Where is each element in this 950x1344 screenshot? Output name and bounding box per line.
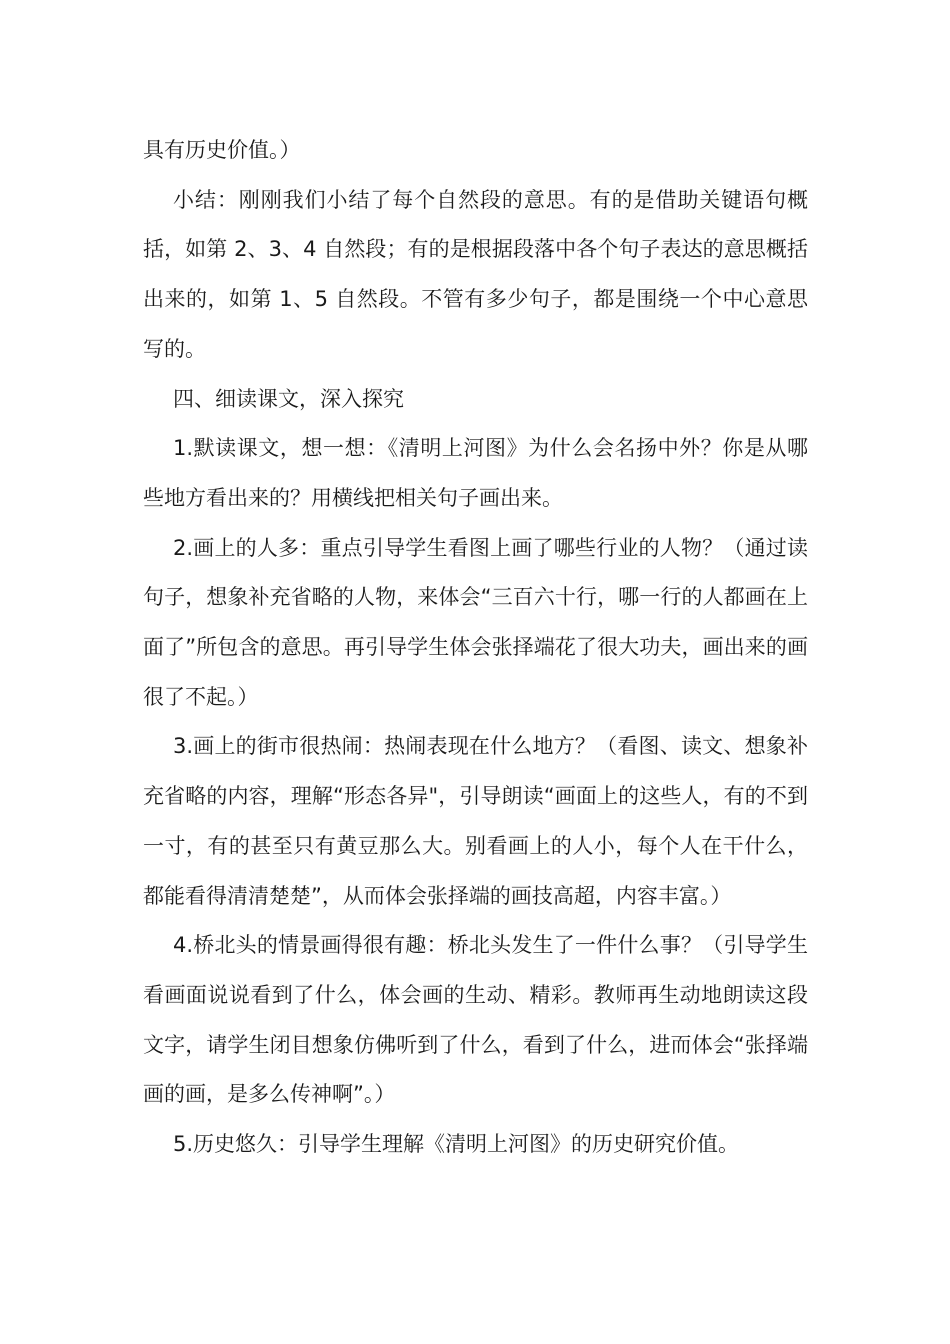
paragraph-item-5: 5.历史悠久：引导学生理解《清明上河图》的历史研究价值。	[173, 1132, 740, 1157]
document-page	[143, 126, 808, 1170]
paragraph-item-2: 2.画上的人多：重点引导学生看图上画了哪些行业的人物？（通过读句子，想象补充省略的人物，来体会“三百六十行，哪一行的人都画在上面了”所包含的意思。再引导学生体会张择端花了很大功夫，画出来的画很了不起。）	[143, 535, 808, 709]
paragraph-item-1: 1.默读课文，想一想：《清明上河图》为什么会名扬中外？你是从哪些地方看出来的？用横线把相关句子画出来。	[143, 436, 808, 510]
paragraph-item-4: 4.桥北头的情景画得很有趣：桥北头发生了一件什么事？（引导学生看画面说说看到了什么，体会画的生动、精彩。教师再生动地朗读这段文字，请学生闭目想象仿佛听到了什么，看到了什么，进而体会“张择端画的画，是多么传神啊”。）	[143, 933, 808, 1107]
section-heading: 四、细读课文，深入探究	[173, 386, 404, 411]
paragraph-item-3: 3.画上的街市很热闹：热闹表现在什么地方？（看图、读文、想象补充省略的内容，理解“形态各异"，引导朗读“画面上的这些人，有的不到一寸，有的甚至只有黄豆那么大。别看画上的人小，每个人在干什么，都能看得清清楚楚”，从而体会张择端的画技高超，内容丰富。）	[143, 734, 808, 908]
paragraph-summary: 小结：刚刚我们小结了每个自然段的意思。有的是借助关键语句概括，如第 2、3、4 自然段；有的是根据段落中各个句子表达的意思概括出来的，如第 1、5 自然段。不管有多少句子，都是围绕一个中心意思写的。	[143, 187, 808, 361]
paragraph-continuation: 具有历史价值。）	[143, 138, 301, 162]
